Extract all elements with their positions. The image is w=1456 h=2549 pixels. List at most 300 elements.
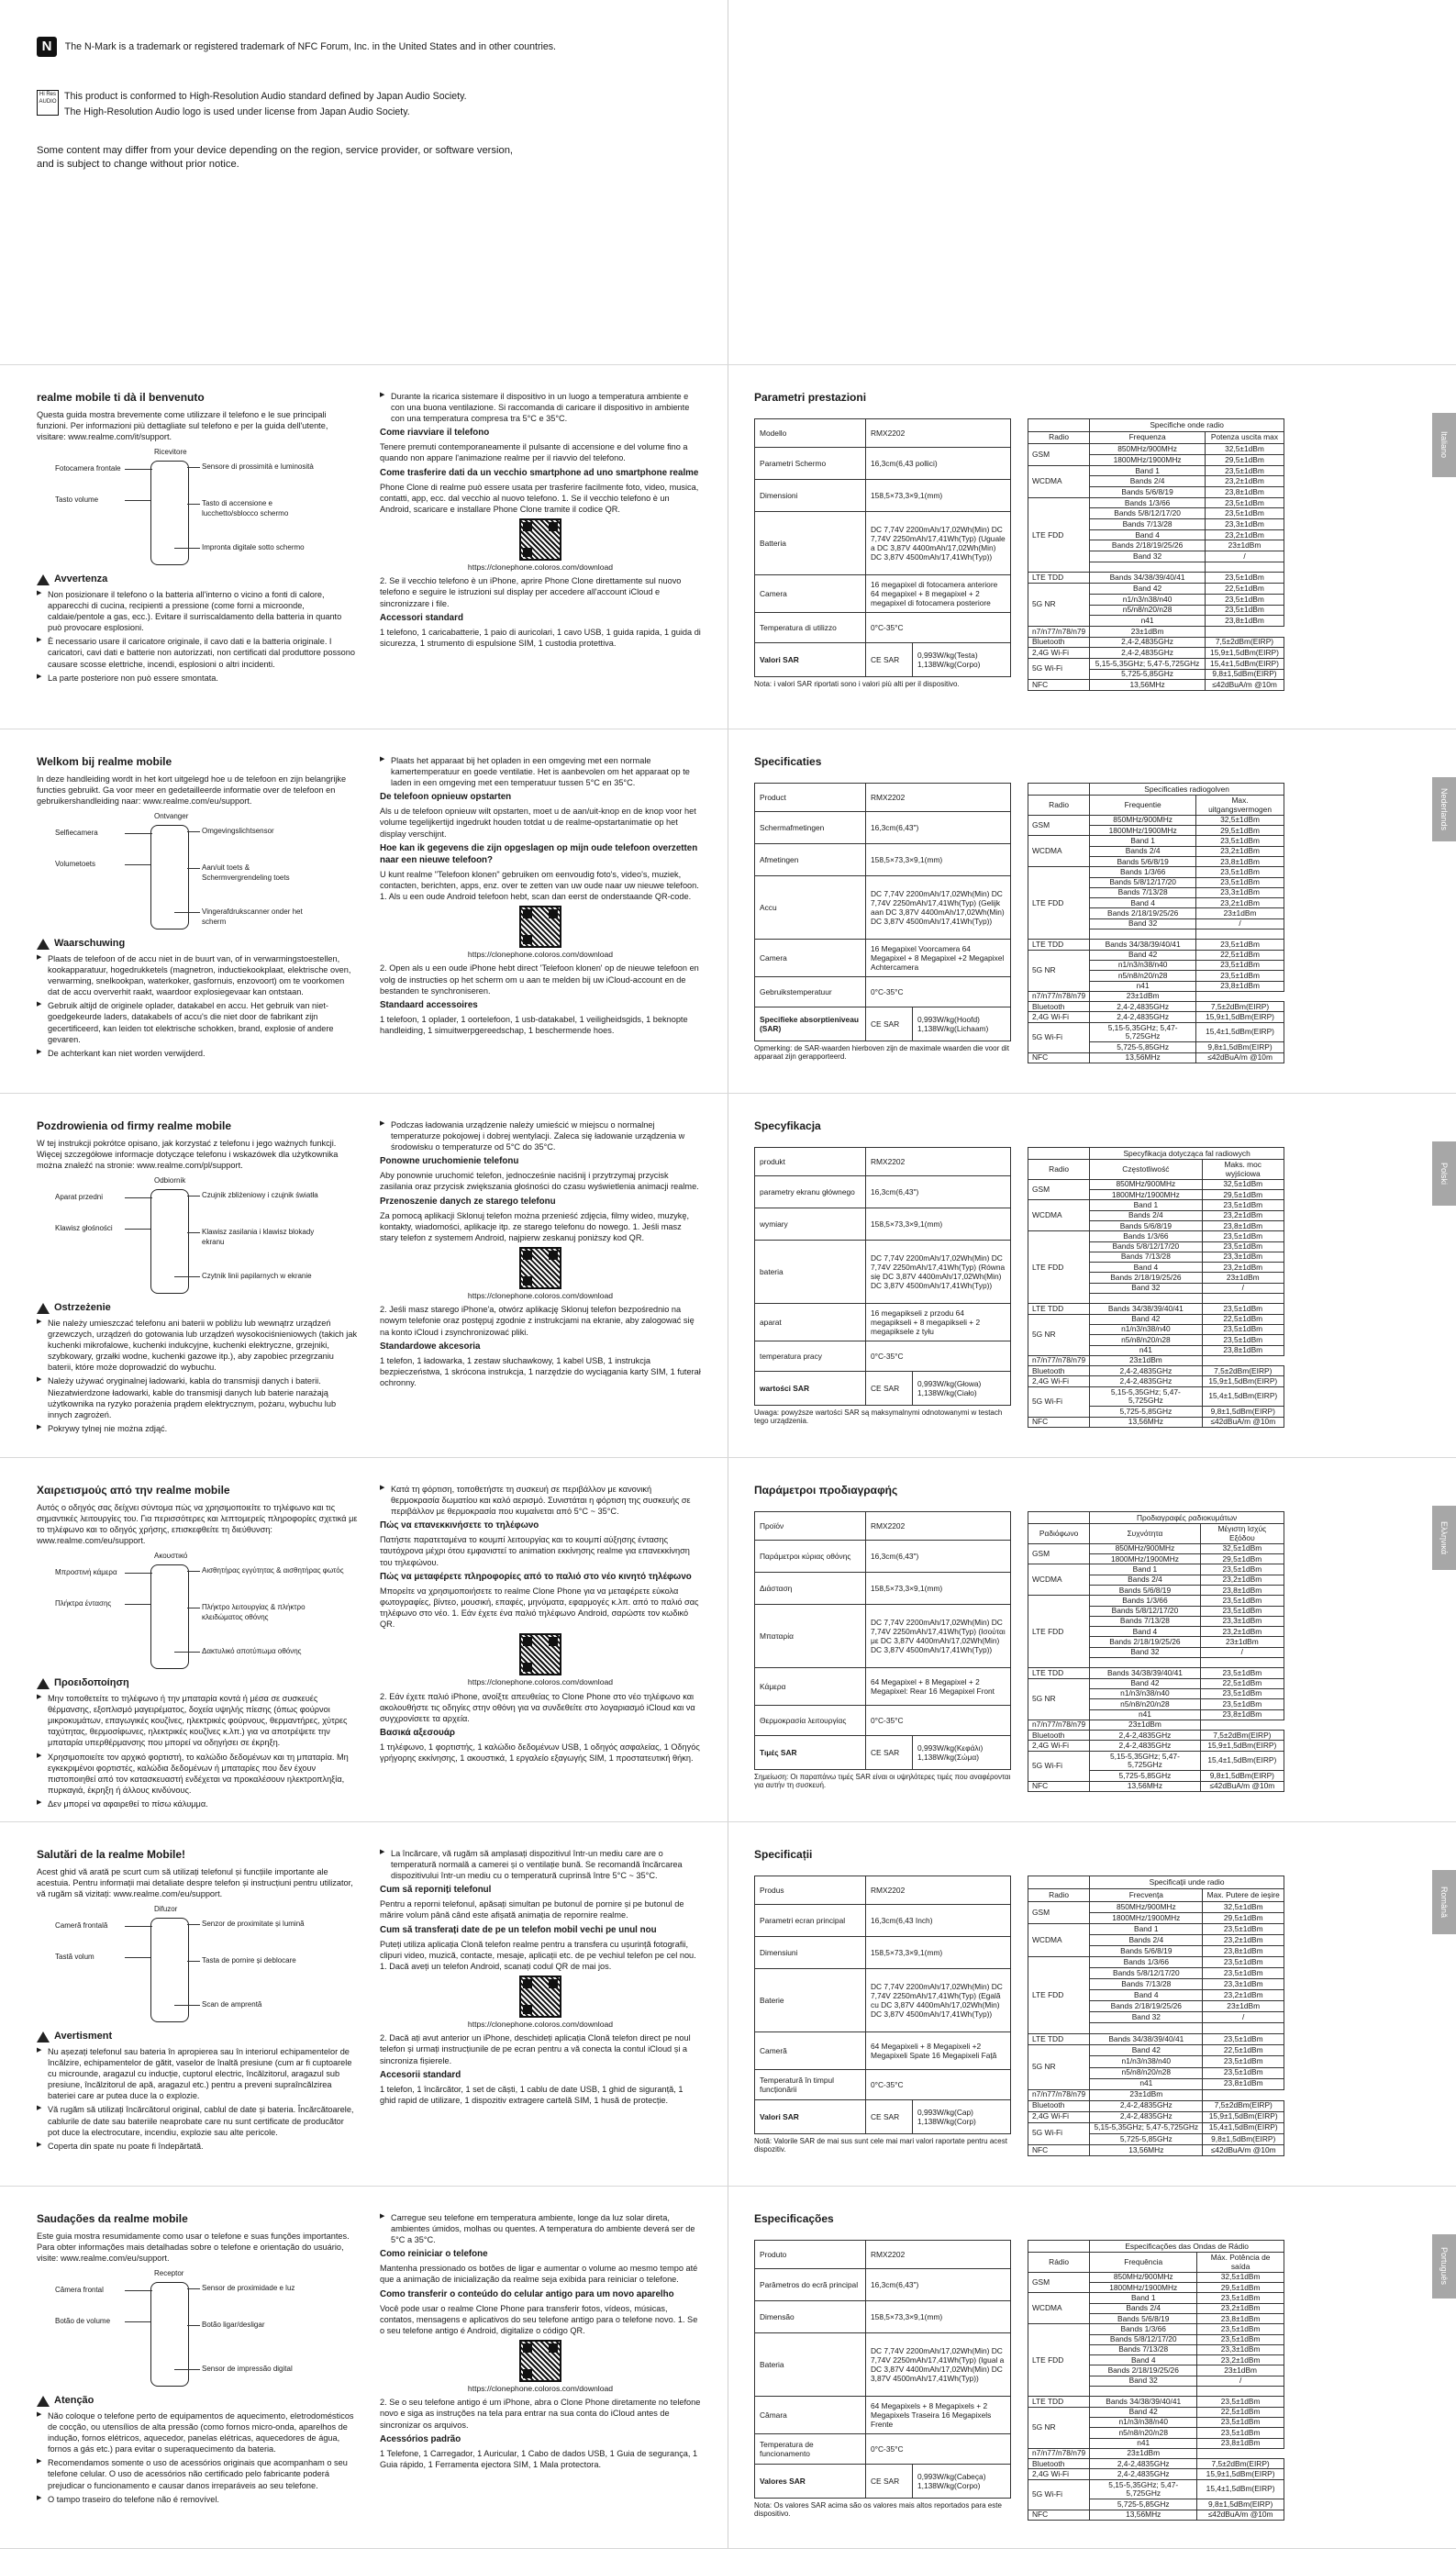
column-header: Radio [1028,1160,1090,1180]
table-row [1028,2144,1284,2155]
trademark-panel [0,0,728,364]
guide-right-column [380,1119,701,1448]
radio-power: ≤42dBuA/m @10m [1203,2144,1284,2155]
radio-power: 23,5±1dBm [1200,1688,1284,1698]
radio-frequency: Bands 5/6/8/19 [1090,856,1196,866]
radio-frequency: n41 [1090,2078,1203,2089]
radio-power: 23,2±1dBm [1203,1990,1284,2001]
table-row [755,2301,1011,2333]
radio-power: 9,8±1,5dBm(EIRP) [1197,2499,1284,2510]
radio-frequency: n7/n77/n78/n79 [1028,1720,1090,1730]
welcome-title: Χαιρετισμούς από την realme mobile [37,1484,230,1497]
language-section [0,1458,1456,1822]
guide-left-column [37,1484,358,1812]
radio-frequency: Bands 7/13/28 [1090,1979,1203,1990]
spec-label: Bateria [755,2333,866,2397]
spec-value: DC 7,74V 2200mAh/17,02Wh(Min) DC 7,74V 2250mAh/17,41Wh(Typ) (Egală cu DC 3,87V 4400mAh/17,02Wh(Min) DC 3,87V 4500mAh/17,41Wh(Typ)) [866,1969,1011,2032]
spec-value: 0°C-35°C [866,977,1011,1007]
leader-line [125,2290,152,2291]
radio-frequency: n5/n8/n20/n28 [1090,971,1196,981]
spec-value: RMX2202 [866,1148,1011,1176]
spec-label: Dimensão [755,2301,866,2333]
language-section [0,2187,1456,2549]
radio-table-title: Specifiche onde radio [1090,419,1284,432]
diagram-label-power: Aan/uit toets & Schermvergrendeling toets [202,863,290,882]
warning-triangle-icon [37,574,50,585]
transfer-title: Przenoszenie danych ze starego telefonu [380,1196,556,1207]
radio-type: LTE TDD [1028,1304,1090,1314]
spec-label: Μπαταρία [755,1605,866,1668]
radio-power: 22,5±1dBm [1205,584,1284,595]
radio-frequency: Bands 2/4 [1090,1210,1202,1220]
table-row [1028,2397,1284,2407]
column-header: Częstotliwość [1090,1160,1202,1180]
radio-power: 23±1dBm [1090,1355,1202,1365]
column-header: Frecvența [1090,1889,1203,1902]
radio-frequency: 1800MHz/1900MHz [1090,1554,1200,1564]
spec-label: Valores SAR [755,2465,866,2499]
radio-type: 5G NR [1028,950,1090,991]
radio-power: 23,5±1dBm [1197,2293,1284,2303]
radio-frequency: 2,4-2,4835GHz [1090,2100,1203,2111]
radio-frequency: n7/n77/n78/n79 [1028,2448,1090,2458]
diagram-label-power: Botão ligar/desligar [202,2321,265,2330]
leader-line [187,831,200,832]
leader-line [125,833,152,834]
warning-item: ▶ Plaats de telefoon of de accu niet in de buurt van, of in verwarmingstoestellen, kookapparatuur, hogedrukketels (magnetron, inductiekookplaat, elektrische oven, verwarming, snelkookpan, waterkoker, gasfornuis, enzovoort) om te voorkomen dat de accu oververhit raakt, waardoor explosiegevaar kan ontstaan. [37,953,358,998]
spec-label: Παράμετροι κύριας οθόνης [755,1541,866,1573]
radio-power [1202,1294,1284,1304]
warning-item: ▶ Vă rugăm să utilizați încărcătorul original, cablul de date și bateria. Încărcătoarele, cablurile de date sau bateriile neaprobate care nu sunt certificate de producător pot duce la electrocutare, incendiu, explozie sau alte pericole. [37,2104,358,2137]
radio-type: NFC [1028,680,1090,691]
table-row [755,977,1011,1007]
radio-frequency: n41 [1090,1345,1202,1355]
diagram-label-front-camera: Cameră frontală [55,1921,108,1931]
phone-outline [150,461,189,565]
radio-frequency: n7/n77/n78/n79 [1028,2089,1090,2100]
diagram-label-receiver: Ricevitore [154,448,187,457]
spec-panel [728,729,1456,1093]
spec-value: 16,3cm(6,43 Inch) [866,1905,1011,1937]
radio-frequency: 2,4-2,4835GHz [1090,648,1206,659]
radio-power: 23±1dBm [1205,540,1284,551]
radio-frequency: 2,4-2,4835GHz [1090,2459,1197,2469]
spec-label: Schermafmetingen [755,812,866,844]
warning-item: ▶ Gebruik altijd de originele oplader, datakabel en accu. Het gebruik van niet-goedgekeurde laders, datakabels of accu's die niet door de fabrikant zijn gecertificeerd, kan leiden tot elektrische schokken, brand, explosie of andere gevaren. [37,1000,358,1045]
table-row [755,2465,1011,2499]
radio-power: 23,5±1dBm [1200,1606,1284,1616]
accessories-title: Acessórios padrão [380,2433,461,2444]
table-row [1028,2479,1284,2499]
radio-frequency: 850MHz/900MHz [1090,2272,1197,2282]
radio-frequency: Bands 5/8/12/17/20 [1090,508,1206,519]
radio-power: 23,3±1dBm [1200,1616,1284,1626]
table-row [755,1304,1011,1341]
table-row [1028,1741,1284,1751]
radio-type: 5G NR [1028,2045,1090,2089]
radio-power: 23,5±1dBm [1200,1668,1284,1678]
radio-power: 23,5±1dBm [1197,2324,1284,2334]
radio-frequency: Bands 1/3/66 [1090,1957,1203,1968]
radio-frequency: 13,56MHz [1090,2144,1203,2155]
radio-power: 29,5±1dBm [1196,826,1284,836]
radio-power: 23,5±1dBm [1205,508,1284,519]
radio-power: 32,5±1dBm [1197,2272,1284,2282]
restart-text: Pentru a reporni telefonul, apăsați simultan pe butonul de pornire și pe butonul de mărire volum până când este afișată animația de repornire realme. [380,1899,684,1920]
table-row [1028,950,1284,960]
radio-power: 9,8±1,5dBm(EIRP) [1200,1771,1284,1781]
guide-left-column [37,2212,358,2539]
table-row [1028,2034,1284,2045]
radio-type: WCDMA [1028,465,1090,497]
radio-frequency: Bands 1/3/66 [1090,867,1196,877]
radio-table-title: Especificações das Ondas de Rádio [1090,2241,1284,2253]
table-row [1028,444,1284,455]
radio-type: LTE TDD [1028,2034,1090,2045]
radio-power: 23,5±1dBm [1203,2034,1284,2045]
spec-value: 158,5×73,3×9,1(mm) [866,1937,1011,1969]
spec-value: RMX2202 [866,784,1011,812]
radio-frequency: 2,4-2,4835GHz [1090,1741,1200,1751]
table-row [755,575,1011,613]
spec-label: aparat [755,1304,866,1341]
table-row [1028,867,1284,877]
radio-frequency: Bands 34/38/39/40/41 [1090,1668,1200,1678]
radio-frequency: Band 4 [1090,1627,1200,1637]
table-row [755,1969,1011,2032]
radio-frequency: 5,15-5,35GHz; 5,47-5,725GHz [1090,1751,1200,1771]
radio-frequency: Bands 7/13/28 [1090,887,1196,897]
warning-item: ▶ Należy używać oryginalnej ładowarki, kabla do transmisji danych i baterii. Niezatwierdzone ładowarki, kable do transmisji danych lub baterie narażają użytkownika na ryzyko porażenia prądem elektrycznym, pożaru, wybuchu lub innych zagrożeń. [37,1375,358,1420]
spec-value: 64 Megapixeli + 8 Megapixeli +2 Megapixeli Spate 16 Megapixeli Față [866,2032,1011,2070]
language-tab: Nederlands [1432,777,1456,841]
radio-table-title: Προδιαγραφές ραδιοκυμάτων [1090,1512,1284,1524]
column-header: Ραδιόφωνο [1028,1524,1090,1544]
radio-frequency: Bands 5/6/8/19 [1090,1946,1203,1957]
spec-label: parametry ekranu głównego [755,1176,866,1208]
radio-frequency: 5,725-5,85GHz [1090,2499,1197,2510]
spec-label: Θερμοκρασία λειτουργίας [755,1706,866,1736]
spec-value: 0°C-35°C [866,1706,1011,1736]
restart-text: Πατήστε παρατεταμένα το κουμπί λειτουργίας και το κουμπί αύξησης έντασης ταυτόχρονα μέχρι ότου εμφανιστεί το animation εκκίνησης realme για επανεκκίνηση του τηλεφώνου. [380,1535,690,1567]
radio-type: WCDMA [1028,836,1090,867]
radio-frequency: Bands 34/38/39/40/41 [1090,2397,1197,2407]
radio-frequency: Bands 7/13/28 [1090,1252,1202,1262]
radio-frequency: Band 1 [1090,465,1206,476]
radio-power [1205,562,1284,573]
spec-panel [728,365,1456,729]
radio-power: 22,5±1dBm [1203,2045,1284,2056]
radio-frequency: 1800MHz/1900MHz [1090,2283,1197,2293]
table-row [755,1706,1011,1736]
transfer-text: Phone Clone di realme può essere usata per trasferire facilmente foto, video, musica, contatti, app, ecc. dal vecchio al nuovo telefono. 1. Se il vecchio telefono è un Android, scaricare e installare Phone Clone tramite il codice QR. [380,482,699,514]
table-row [1028,1731,1284,1741]
column-header: Radio [1028,1889,1090,1902]
spec-panel [728,1822,1456,2186]
warning-item: ▶ Pokrywy tylnej nie można zdjąć. [37,1423,358,1434]
table-row [1028,680,1284,691]
spec-label: Dimensiuni [755,1937,866,1969]
table-row [1028,1781,1284,1792]
hires-text-1: This product is conformed to High-Resolution Audio standard defined by Japan Audio Society. [64,91,467,102]
spec-value: DC 7,74V 2200mAh/17,02Wh(Min) DC 7,74V 2250mAh/17,41Wh(Typ) (Gelijk aan DC 3,87V 4400mAh/17,02Wh(Min) DC 3,87V 4500mAh/17,41Wh(Typ)) [866,876,1011,940]
leader-line [187,2288,200,2289]
radio-power: 29,5±1dBm [1202,1190,1284,1200]
radio-power: 23,2±1dBm [1200,1627,1284,1637]
spec-value: 64 Megapixels + 8 Megapixels + 2 Megapixels Traseira 16 Megapixels Frente [866,2397,1011,2434]
guide-left-column [37,1848,358,2176]
warning-item: ▶ Χρησιμοποιείτε τον αρχικό φορτιστή, το καλώδιο δεδομένων και τη μπαταρία. Μη εγκεκριμένοι φορτιστές, καλώδια δεδομένων ή μπαταρίες που δεν έχουν πιστοποιηθεί από τον κατασκευαστή ενδέχεται να προκαλέσουν ηλεκτροπληξία, πυρκαγιά, έκρηξη ή άλλους κινδύνους. [37,1752,358,1797]
spec-panel [728,1458,1456,1821]
table-row [1028,1924,1284,1935]
warning-triangle-icon [37,2396,50,2407]
spec-label: Cameră [755,2032,866,2070]
download-url: https://clonephone.coloros.com/download [467,1290,614,1300]
radio-power: 7,5±2dBm(EIRP) [1197,2459,1284,2469]
radio-power: 23,3±1dBm [1203,1979,1284,1990]
column-header: Frequência [1090,2253,1197,2273]
table-row [755,1007,1011,1041]
leader-line [174,2005,200,2006]
radio-frequency: Band 1 [1090,2293,1197,2303]
radio-power: 23,5±1dBm [1205,497,1284,508]
welcome-title: Pozdrowienia od firmy realme mobile [37,1119,232,1132]
spec-label: Κάμερα [755,1668,866,1706]
spec-label: Parametri Schermo [755,448,866,480]
table-row [1028,1012,1284,1022]
radio-power: 23,5±1dBm [1196,960,1284,970]
radio-type: LTE TDD [1028,1668,1090,1678]
radio-power: 23,8±1dBm [1202,1345,1284,1355]
radio-power: 23,8±1dBm [1200,1585,1284,1595]
accessories-title: Standardowe akcesoria [380,1341,481,1352]
spec-label: Temperatura de funcionamento [755,2434,866,2465]
welcome-text: W tej instrukcji pokrótce opisano, jak korzystać z telefonu i jego ważnych funkcji. Więcej szczegółowe informacje dotyczące telefonu i wskazówek dla użytkownika można znaleźć na stronie: www.realme.com/pl/support. [37,1138,339,1171]
radio-power: 23,5±1dBm [1196,940,1284,950]
radio-power: 23,3±1dBm [1202,1252,1284,1262]
radio-power: 32,5±1dBm [1196,815,1284,825]
column-header: Frequenza [1090,431,1206,444]
phone-diagram [37,812,358,931]
phone-outline [150,825,189,929]
spec-label: Gebruikstemperatuur [755,977,866,1007]
radio-table [1028,783,1284,1063]
guide-right-column [380,391,701,719]
spec-label: produkt [755,1148,866,1176]
table-row [755,480,1011,512]
radio-type: 5G NR [1028,1314,1090,1355]
radio-power: ≤42dBuA/m @10m [1197,2510,1284,2521]
radio-power: 15,4±1,5dBm(EIRP) [1196,1022,1284,1042]
table-row [1028,637,1284,648]
radio-power: 23,5±1dBm [1202,1304,1284,1314]
radio-type: WCDMA [1028,1200,1090,1231]
spec-value: DC 7,74V 2200mAh/17,02Wh(Min) DC 7,74V 2250mAh/17,41Wh(Typ) (Igual a DC 3,87V 4400mAh/17,02Wh(Min) DC 3,87V 4500mAh/17,41Wh(Typ)) [866,2333,1011,2397]
language-section [0,365,1456,729]
radio-type: Bluetooth [1028,637,1090,648]
radio-type: 2,4G Wi-Fi [1028,1741,1090,1751]
radio-table-title: Specificaties radiogolven [1090,784,1284,796]
radio-type: NFC [1028,1781,1090,1792]
table-row [755,2032,1011,2070]
welcome-text: In deze handleiding wordt in het kort uitgelegd hoe u de telefoon en zijn belangrijke functies gebruikt. Ga voor meer en gedetailleerde informatie over de telefoon en gebruikershandleiding naar: www.realme.com/eu/support. [37,774,347,807]
accessories-title: Standaard accessoires [380,999,478,1010]
table-row [1028,1957,1284,1968]
table-row [1028,1751,1284,1771]
radio-frequency: n1/n3/n38/n40 [1090,1324,1202,1334]
radio-type: WCDMA [1028,2293,1090,2324]
radio-power: 15,4±1,5dBm(EIRP) [1202,1386,1284,1407]
transfer-text: U kunt realme "Telefoon klonen" gebruiken om eenvoudig foto's, video's, muziek, contacten, berichten, apps, enz. over te zetten van uw oude naar uw nieuwe telefoon. 1. Als u een oude Android telefoon hebt, scan dan eerst de onderstaande QR-code. [380,869,699,901]
spec-value: 64 Megapixel + 8 Megapixel + 2 Megapixel: Rear 16 Megapixel Front [866,1668,1011,1706]
nfc-trademark-text: The N-Mark is a trademark or registered trademark of NFC Forum, Inc. in the United States and in other countries. [64,40,556,52]
radio-frequency: 13,56MHz [1090,680,1206,691]
radio-power [1200,1658,1284,1668]
radio-frequency: n7/n77/n78/n79 [1028,1355,1090,1365]
table-row [755,1372,1011,1406]
sar-type: CE SAR [866,1736,913,1770]
table-row [755,2333,1011,2397]
radio-power: 15,9±1,5dBm(EIRP) [1203,2111,1284,2122]
radio-frequency: Band 32 [1090,1283,1202,1293]
radio-power: 23±1dBm [1203,2001,1284,2012]
radio-power: 23,5±1dBm [1197,2334,1284,2344]
warning-heading [37,2030,358,2043]
transfer-title: Πώς να μεταφέρετε πληροφορίες από το παλιό στο νέο κινητό τηλέφωνο [380,1571,692,1582]
spec-title: Specificații [754,1848,813,1861]
diagram-label-volume: Volumetoets [55,860,96,869]
radio-power: 15,4±1,5dBm(EIRP) [1203,2122,1284,2133]
radio-power: 23,8±1dBm [1196,856,1284,866]
radio-frequency: Bands 5/8/12/17/20 [1090,1241,1202,1252]
spec-value: RMX2202 [866,1512,1011,1541]
table-row [1028,815,1284,825]
table-row [755,844,1011,876]
warning-item: ▶ Μην τοποθετείτε το τηλέφωνο ή την μπαταρία κοντά ή μέσα σε συσκευές θέρμανσης, εξοπλισμό μαγειρέματος, δοχεία υψηλής πίεσης (όπως φούρνοι μικροκυμάτων, επαγωγικές κουζίνες, ηλεκτρικές φούρνους, θερμαντήρες, χύτρες ταχύτητας, θερμοσίφωνες, ηλεκτρικές κουζίνες κ.λπ.) για να αποτρέψετε την μπαταρία υπερθέρμανσης που μπορεί να οδηγήσει σε έκρηξη. [37,1693,358,1749]
radio-frequency: 5,15-5,35GHz; 5,47-5,725GHz [1090,1386,1202,1407]
radio-power: 23±1dBm [1197,2365,1284,2376]
diagram-label-volume: Tastă volum [55,1953,94,1962]
spec-value: 0°C-35°C [866,613,1011,643]
radio-frequency: Band 1 [1090,836,1196,846]
radio-frequency: 2,4-2,4835GHz [1090,1731,1200,1741]
table-row [1028,1417,1284,1428]
spec-value: 16 megapixel di fotocamera anteriore 64 megapixel + 8 megapixel + 2 megapixel di fotocamera posteriore [866,575,1011,613]
radio-power: 23,5±1dBm [1196,877,1284,887]
table-row [1028,1002,1284,1012]
radio-power: 23±1dBm [1200,1637,1284,1647]
radio-power: 23±1dBm [1090,2089,1203,2100]
table-row [1028,1564,1284,1575]
language-tab: Polski [1432,1141,1456,1206]
spec-label: Dimensioni [755,480,866,512]
spec-label: Produto [755,2241,866,2269]
radio-frequency [1090,2023,1203,2034]
radio-frequency: Bands 2/4 [1090,1935,1203,1946]
radio-frequency: Band 4 [1090,1263,1202,1273]
warning-item: ▶ Não coloque o telefone perto de equipamentos de aquecimento, eletrodomésticos de cocção, ou utensílios de alta pressão (como fornos micro-onda, aparelhos de indução, fornos elétricos, aquecedor, panelas elétricas, aquecedores de água, fornos a gás etc.) para evitar o superaquecimento da bateria. [37,2410,358,2455]
radio-power: 23,8±1dBm [1203,1946,1284,1957]
radio-power: 32,5±1dBm [1200,1543,1284,1553]
table-row [1028,1668,1284,1678]
radio-power: 23,8±1dBm [1205,487,1284,498]
table-row [755,1148,1011,1176]
radio-frequency: 1800MHz/1900MHz [1090,826,1196,836]
radio-power: 23,2±1dBm [1205,529,1284,540]
table-row [755,1341,1011,1372]
radio-power: 23,8±1dBm [1203,2078,1284,2089]
radio-type: 2,4G Wi-Fi [1028,2111,1090,2122]
table-row [755,1905,1011,1937]
spec-label: Διάσταση [755,1573,866,1605]
column-header: Max. uitgangsvermogen [1196,796,1284,816]
radio-frequency: 5,725-5,85GHz [1090,2133,1203,2144]
radio-power: 23,5±1dBm [1205,573,1284,584]
guide-panel [0,365,728,729]
radio-table [1028,418,1284,691]
column-header: Max. Putere de ieșire [1203,1889,1284,1902]
radio-power: 23,5±1dBm [1200,1699,1284,1709]
guide-right-column [380,1484,701,1812]
radio-type: 5G NR [1028,584,1090,627]
radio-table [1028,2240,1284,2521]
radio-frequency: Bands 2/18/19/25/26 [1090,908,1196,918]
guide-left-column [37,1119,358,1448]
table-row [1028,626,1284,637]
restart-title: Cum să reporniți telefonul [380,1885,492,1896]
warning-item: ▶ Δεν μπορεί να αφαιρεθεί το πίσω κάλυμμα. [37,1798,358,1809]
radio-frequency: 1800MHz/1900MHz [1090,455,1206,466]
radio-type: WCDMA [1028,1924,1090,1957]
radio-frequency: n7/n77/n78/n79 [1028,626,1090,637]
table-row [1028,1179,1284,1189]
leader-line [174,2369,200,2370]
spec-value: 158,5×73,3×9,1(mm) [866,1208,1011,1241]
table-row [1028,2111,1284,2122]
radio-type: 2,4G Wi-Fi [1028,648,1090,659]
radio-power: 23,5±1dBm [1196,867,1284,877]
guide-right-column [380,1848,701,2176]
sar-note: Opmerking: de SAR-waarden hierboven zijn de maximale waarden die voor dit apparaat zijn gerapporteerd. [754,1044,1009,1061]
radio-power: 29,5±1dBm [1200,1554,1284,1564]
radio-table [1028,1147,1284,1428]
phone-outline [150,1918,189,2022]
radio-frequency: 2,4-2,4835GHz [1090,637,1206,648]
transfer-text: Puteți utiliza aplicația Clonă telefon realme pentru a transfera cu ușurință fotografii, clipuri video, muzică, contacte, mesaje, aplicații etc. de pe vechiul telefon pe cel nou. 1. Dacă aveți un telefon Android, scanați codul QR de mai jos. [380,1939,696,1971]
radio-frequency: Band 4 [1090,1990,1203,2001]
radio-frequency: Bands 5/8/12/17/20 [1090,1968,1203,1979]
spec-label: Accu [755,876,866,940]
hires-text-2: The High-Resolution Audio logo is used under license from Japan Audio Society. [64,106,410,118]
sar-type: CE SAR [866,2465,913,2499]
sar-type: CE SAR [866,1007,913,1041]
table-row [755,1208,1011,1241]
radio-table [1028,1511,1284,1792]
iphone-text: 2. Open als u een oude iPhone hebt direct 'Telefoon klonen' op de nieuwe telefoon en volg de instructies op het scherm om u aan te melden bij uw iCloud-account en de bestanden te synchroniseren. [380,963,699,996]
radio-type: NFC [1028,1417,1090,1428]
table-row [1028,2448,1284,2458]
spec-value: RMX2202 [866,419,1011,448]
table-row [1028,1376,1284,1386]
transfer-text: Μπορείτε να χρησιμοποιήσετε το realme Clone Phone για να μεταφέρετε εύκολα φωτογραφίες, βίντεο, μουσική, επαφές, μηνύματα, εφαρμογές κ.λπ. από το παλιό σας τηλέφωνο στο νέο. 1. Εάν έχετε ένα παλιό τηλέφωνο Android, σαρώστε τον κωδικό QR. [380,1586,699,1630]
table-row [755,2434,1011,2465]
radio-type: 2,4G Wi-Fi [1028,2469,1090,2479]
radio-frequency: 5,15-5,35GHz; 5,47-5,725GHz [1090,658,1206,669]
download-url: https://clonephone.coloros.com/download [467,562,614,572]
radio-power: 23,5±1dBm [1202,1241,1284,1252]
radio-power: 22,5±1dBm [1202,1314,1284,1324]
radio-power: 23,5±1dBm [1197,2397,1284,2407]
